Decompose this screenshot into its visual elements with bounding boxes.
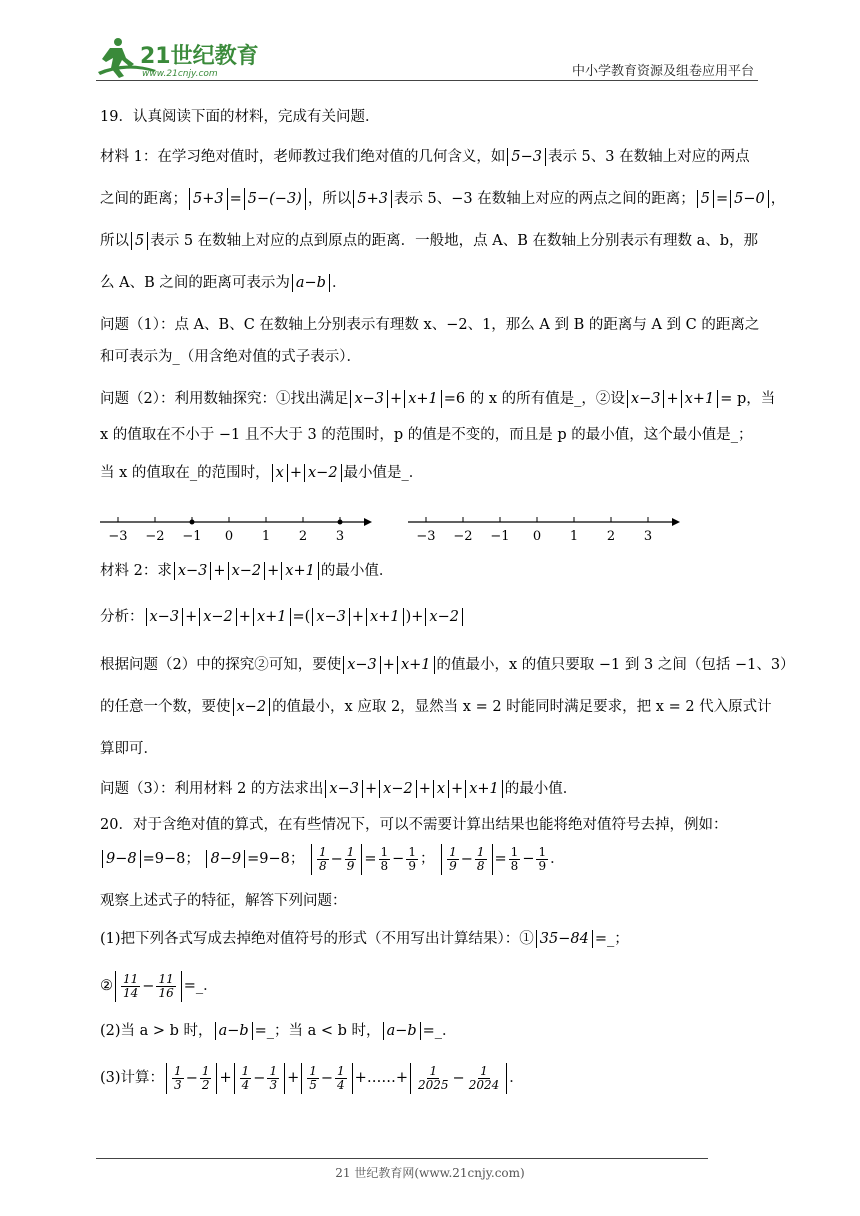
point-dot	[190, 520, 195, 525]
header-divider	[96, 80, 758, 81]
point-dot	[338, 520, 343, 525]
tick-label: −3	[416, 529, 436, 544]
q20-observe: 观察上述式子的特征，解答下列问题：	[100, 893, 347, 909]
tick-label: −1	[182, 529, 202, 544]
q19-material1-line4: 么 A、B 之间的距离可表示为 a−b ．	[100, 275, 347, 291]
number-line-2	[404, 510, 694, 550]
q19-problem2-line1: 问题（2）：利用数轴探究：①找出满足 x−3 + x+1 =6 的 x 的所有值是_，②设 x−3 + x+1 = p，当	[100, 391, 776, 407]
q19-title: 19．认真阅读下面的材料，完成有关问题．	[100, 109, 380, 125]
q20-part1: (1)把下列各式写成去掉绝对值符号的形式（不用写出计算结果）：① 35−84 =_；	[100, 931, 629, 947]
q19-reasoning-line1: 根据问题（2）中的探究②可知，要使 x−3 + x+1 的值最小，x 的值只要取 −1 到 3 之间（包括 −1、3）	[100, 657, 795, 673]
axis-arrow	[672, 518, 680, 526]
q19-material1-line3: 所以 5 表示 5 在数轴上对应的点到原点的距离．一般地，点 A、B 在数轴上分别表示有理数 a、b，那	[100, 233, 759, 249]
axis-arrow	[364, 518, 372, 526]
q19-problem1-line2: 和可表示为_（用含绝对值的式子表示）．	[100, 349, 361, 365]
page-footer: 21 世纪教育网(www.21cnjy.com)	[335, 1166, 525, 1180]
q19-problem2-line3: 当 x 的值取在_的范围时， x + x−2 最小值是_．	[100, 465, 424, 481]
page-header	[96, 30, 756, 80]
platform-name: 中小学教育资源及组卷应用平台	[571, 64, 754, 79]
tick-label: 0	[224, 529, 234, 544]
svg-text:21世纪教育: 21世纪教育	[140, 44, 259, 69]
q19-material1-line1: 材料 1：在学习绝对值时，老师教过我们绝对值的几何含义，如 5−3 表示 5、3 在数轴上对应的两点	[100, 149, 750, 165]
tick-label: 0	[532, 529, 542, 544]
tick-label: 3	[335, 529, 345, 544]
tick-label: 3	[643, 529, 653, 544]
tick-label: −2	[145, 529, 165, 544]
tick-label: 1	[261, 529, 271, 544]
q19-reasoning-line2: 的任意一个数，要使 x−2 的值最小，x 应取 2，显然当 x = 2 时能同时满足要求，把 x = 2 代入原式计	[100, 699, 772, 715]
q19-reasoning-line3: 算即可．	[100, 741, 158, 757]
tick-label: 2	[298, 529, 308, 544]
tick-label: −2	[453, 529, 473, 544]
q19-problem2-line2: x 的值取在不小于 −1 且不大于 3 的范围时，p 的值是不变的，而且是 p 的最小值，这个最小值是_；	[100, 427, 753, 443]
q19-problem1-line1: 问题（1）：点 A、B、C 在数轴上分别表示有理数 x、−2、1，那么 A 到 B 的距离与 A 到 C 的距离之	[100, 317, 760, 333]
tick-label: −1	[490, 529, 510, 544]
q19-analysis: 分析： x−3 + x−2 + x+1 =( x−3 + x+1 )+ x−2	[100, 606, 465, 628]
q19-material1-line2: 之间的距离； 5+3 = 5−(−3) ，所以 5+3 表示 5、−3 在数轴上对应的两点之间的距离； 5 = 5−0 ，	[100, 188, 785, 210]
q19-problem3: 问题（3）：利用材料 2 的方法求出 x−3 + x−2 + x + x+1 的最小值．	[100, 781, 578, 797]
site-logo	[96, 34, 276, 78]
tick-label: 1	[569, 529, 579, 544]
q20-part3: (3)计算： $\frac{1}{3}$ − $\frac{1}{2}$ + $\frac{1}{4}$ − $\frac{1}{3}$ + $\frac{1}{5}$ − $\frac{1}{4}$ +……+ $\frac{1}{2025}$ − $\frac{1}{2024}$ ．	[100, 1063, 524, 1092]
tick-label: 2	[606, 529, 616, 544]
q20-examples: 9−8 =9−8； 8−9 =9−8； $\frac{1}{8}$ − $\frac{1}{9}$ = $\frac{1}{8}$ − $\frac{1}{9}$ ； $\frac{1}{9}$ − $\frac{1}{8}$ = $\frac{1}{8}$ − $\frac{1}{9}$ ．	[100, 842, 565, 876]
q20-part2: (2)当 a > b 时， a−b =_；当 a < b 时， a−b =_．	[100, 1023, 457, 1039]
svg-text:www.21cnjy.com: www.21cnjy.com	[142, 69, 218, 78]
q19-material2: 材料 2：求 x−3 + x−2 + x+1 的最小值．	[100, 563, 394, 579]
tick-label: −3	[108, 529, 128, 544]
q20-title: 20．对于含绝对值的算式，在有些情况下，可以不需要计算出结果也能将绝对值符号去掉，例如：	[100, 817, 728, 833]
footer-divider	[96, 1158, 708, 1159]
q20-part1-2: ② $\frac{11}{14}$ − $\frac{11}{16}$ =_．	[100, 971, 218, 1000]
number-line-1	[96, 510, 386, 550]
